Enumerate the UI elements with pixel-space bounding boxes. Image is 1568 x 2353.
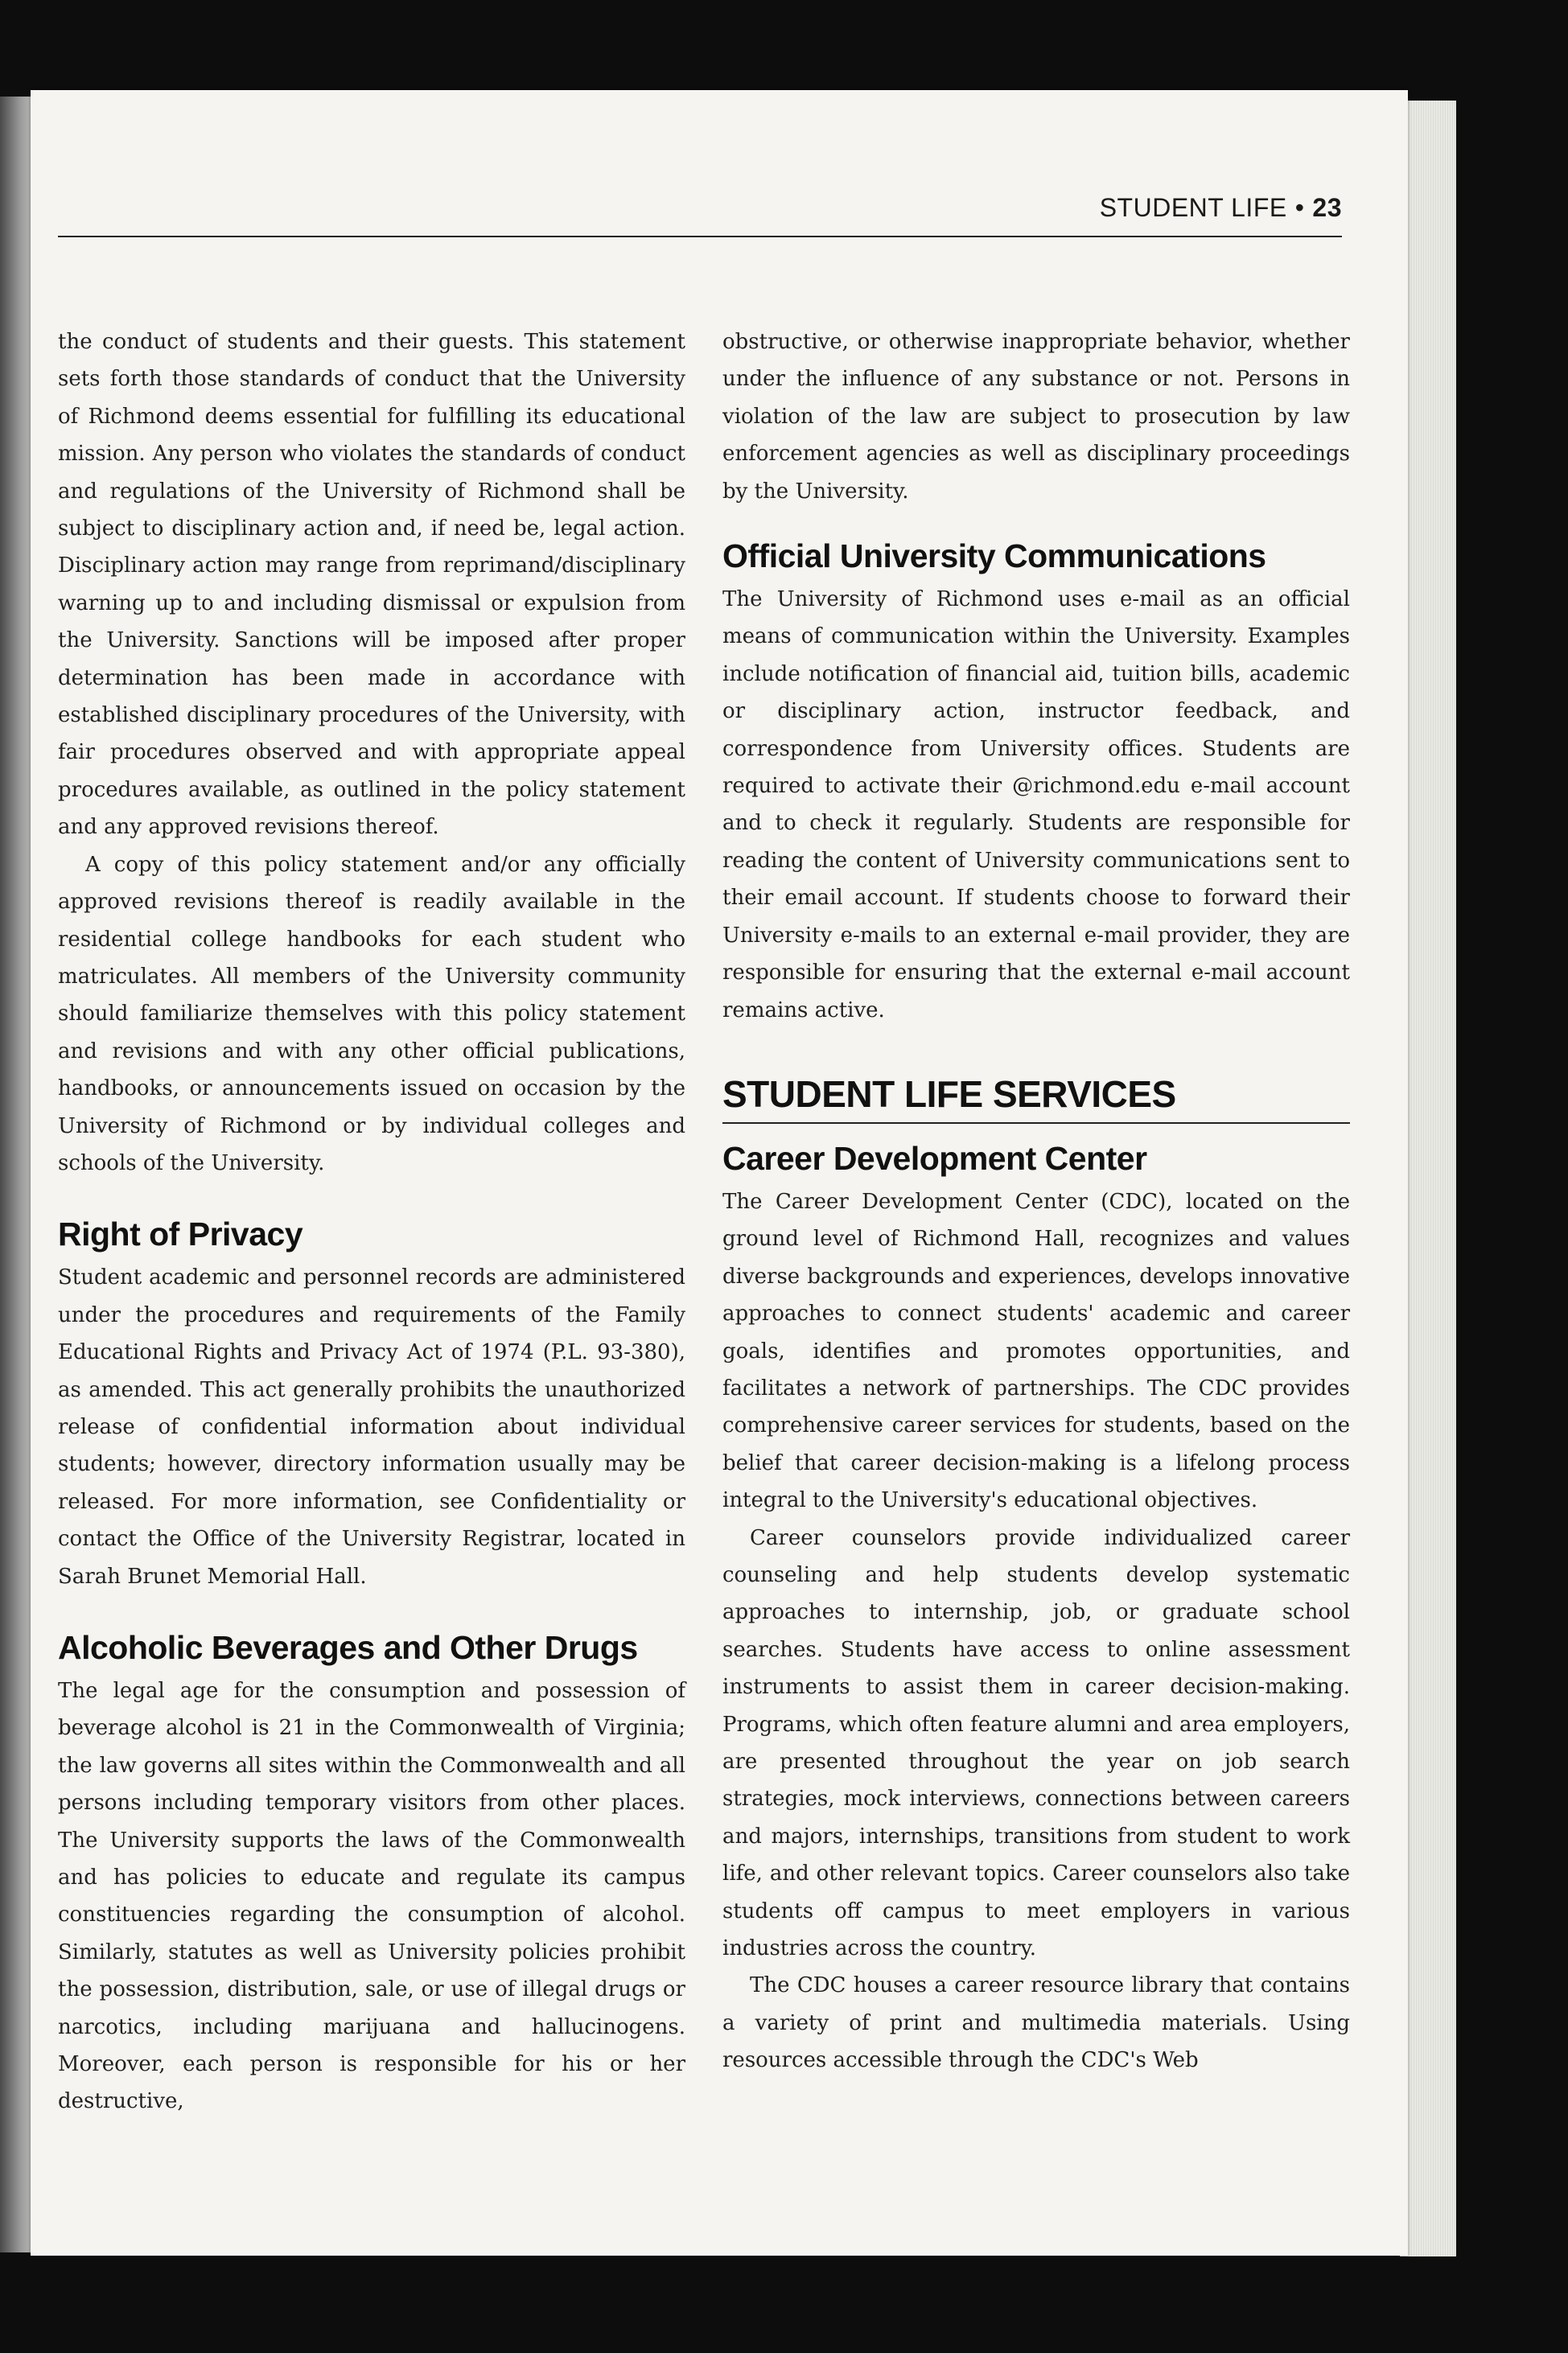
- running-head-separator: •: [1294, 193, 1305, 222]
- paragraph-alcohol: The legal age for the consumption and possession of beverage alcohol is 21 in the Commonwealth of Virginia; the law governs all sites within the Commonwealth and all persons including temporary visitors from other places. The University supports the laws of the Commonwealth and has policies to educate and regulate its campus constituencies regarding the consumption of alcohol. Similarly, statutes as well as University policies prohibit the possession, distribution, sale, or use of illegal drugs or narcotics, including marijuana and hallucinogens. Moreover, each person is responsible for his or her destructive,: [58, 1679, 685, 2114]
- paragraph-communications: The University of Richmond uses e-mail as an official means of communication within the University. Examples include notification of financial aid, tuition bills, academic or disciplinary action, instructor feedback, and correspondence from University offices. Students are required to activate their @richmond.edu e-mail account and to check it regularly. Students are responsible for reading the content of University communications sent to their email account. If students choose to forward their University e-mails to an external e-mail provider, they are responsible for ensuring that the external e-mail account remains active.: [722, 587, 1350, 1022]
- book-page: [31, 90, 1408, 2256]
- paragraph-privacy: Student academic and personnel records are administered under the procedures and requirements of the Family Educational Rights and Privacy Act of 1974 (P.L. 93-380), as amended. This act generally prohibits the unauthorized release of confidential information about individual students; however, directory information usually may be released. For more information, see Confidentiality or contact the Office of the University Registrar, located in Sarah Brunet Memorial Hall.: [58, 1265, 685, 1589]
- paragraph-career-2: Career counselors provide individualized career counseling and help students develop systematic approaches to internship, job, or graduate school searches. Students have access to online assessment instruments to assist them in career decision-making. Programs, which often feature alumni and area employers, are presented throughout the year on job search strategies, mock interviews, connections between careers and majors, internships, transitions from student to work life, and other relevant topics. Career counselors also take students off campus to meet employers in various industries across the country.: [722, 1525, 1350, 1961]
- paragraph-conduct: the conduct of students and their guests. This statement sets forth those standards of conduct that the University of Richmond deems essential for fulfilling its educational mission. Any person who violates the standards of conduct and regulations of the University of Richmond shall be subject to disciplinary action and, if need be, legal action. Disciplinary action may range from reprimand/disciplinary warning up to and including dismissal or expulsion from the University. Sanctions will be imposed after proper determination has been made in accordance with established disciplinary procedures of the University, with fair procedures observed and with appropriate appeal procedures available, as outlined in the policy statement and any approved revisions thereof.: [58, 330, 685, 840]
- paragraph-career-1: The Career Development Center (CDC), located on the ground level of Richmond Hall, recognizes and values diverse backgrounds and experiences, develops innovative approaches to connect students' academic and career goals, identifies and promotes opportunities, and facilitates a network of partnerships. The CDC provides comprehensive career services for students, based on the belief that career decision-making is a lifelong process integral to the University's educational objectives.: [722, 1189, 1350, 1513]
- page-stack-edge: [1400, 101, 1456, 2256]
- heading-right-of-privacy: Right of Privacy: [58, 1216, 303, 1253]
- paragraph-career-3: The CDC houses a career resource library that contains a variety of print and multimedia materials. Using resources accessible through the CDC's Web: [722, 1973, 1350, 2073]
- heading-alcohol-drugs: Alcoholic Beverages and Other Drugs: [58, 1629, 638, 1666]
- running-head-section: STUDENT LIFE: [1099, 193, 1287, 222]
- heading-student-life-services: STUDENT LIFE SERVICES: [722, 1071, 1350, 1124]
- page-number: 23: [1312, 193, 1342, 222]
- paragraph-behavior-continued: obstructive, or otherwise inappropriate behavior, whether under the influence of any substance or not. Persons in violation of the law are subject to prosecution by law enforcement agencies as well as disciplinary proceedings by the University.: [722, 330, 1350, 504]
- book-spine-shadow: [0, 97, 34, 2252]
- right-column: [722, 323, 1350, 2079]
- left-column: [58, 323, 685, 2121]
- heading-official-communications: Official University Communications: [722, 537, 1266, 575]
- paragraph-policy-copy: A copy of this policy statement and/or any officially approved revisions thereof is readily available in the residential college handbooks for each student who matriculates. All members of the University community should familiarize themselves with this policy statement and revisions and with any other official publications, handbooks, or announcements issued on occasion by the University of Richmond or by individual colleges and schools of the University.: [58, 852, 685, 1175]
- heading-career-development-center: Career Development Center: [722, 1139, 1147, 1177]
- header-rule: [58, 236, 1342, 237]
- running-head: [1100, 193, 1342, 223]
